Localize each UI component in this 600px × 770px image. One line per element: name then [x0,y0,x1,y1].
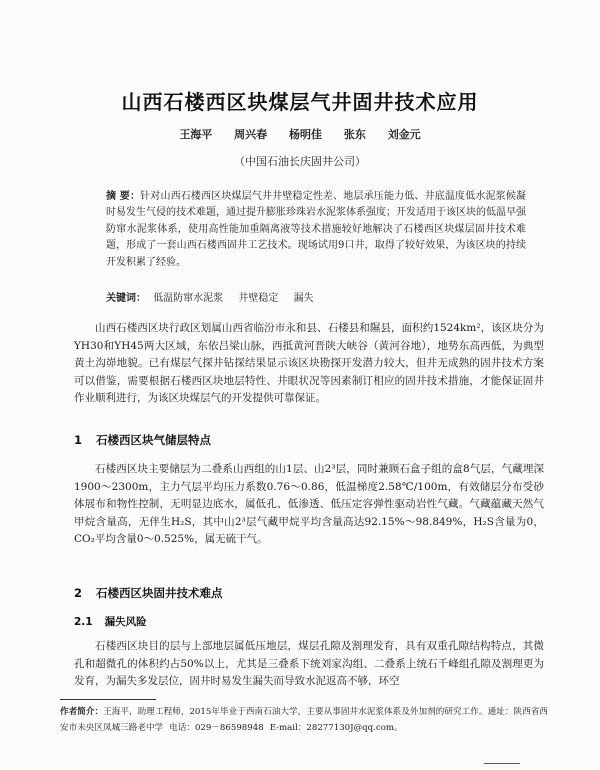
keyword: 漏失 [293,293,314,304]
keyword: 井壁稳定 [238,293,279,304]
section-title: 石楼西区块固井技术难点 [96,586,223,600]
abstract-text: 针对山西石楼西区块煤层气井井壁稳定性差、地层承压能力低、井底温度低水泥浆候凝时易发生气侵的技术难题，通过提升膨胀珍珠岩水泥浆体系强度；开发适用于该区块的低温早强防窜水泥浆体系，使用高性能加重隔离液等技术措施较好地解决了石楼西区块煤层固井技术难题，形成了一套山西石楼西固井工艺技术。现场试用9口井，取得了较好效果，为该区块的持续开发积累了经验。 [106,191,527,268]
email: 28277130J@qq.com。 [306,723,403,733]
author-name: 杨明佳 [289,128,322,141]
keywords-label: 关键词： [106,293,146,304]
footnote [60,704,548,736]
subsection-heading [74,614,147,629]
footnote-label: 作者简介： [60,707,104,717]
subsection-number: 2.1 [74,616,93,628]
section-heading [74,585,223,601]
section-paragraph: 石楼西区块目的层与上部地层属低压地层，煤层孔隙及割理发育，具有双重孔隙结构特点，其微孔和超微孔的体积约占50%以上，尤其是三叠系下统刘家沟组、二叠系上统石千峰组孔隙及割理更为发育，为漏失多发层位，固井时易发生漏失而导致水泥返高不够，环空 [74,640,544,688]
abstract-label: 摘 要： [106,191,141,202]
footnote-author-text: 王海平，助理工程师，2015年毕业于西南石油大学，主要从事固井水泥浆体系及外加剂的研究工作。 [103,707,488,717]
phone-label: 电话： [169,723,195,733]
address-label: 通址： [487,707,514,717]
author-name: 刘金元 [387,128,421,141]
author-name: 王海平 [179,128,213,141]
paper-title: 山西石楼西区块煤层气井固井技术应用 [121,90,479,114]
affiliation: （中国石油长庆固井公司） [234,155,366,168]
section-heading [74,432,211,448]
section-number: 2 [74,586,83,600]
address-text: 陕西省西安市未央区凤城三路老中学 [60,707,548,733]
keyword: 低温防窜水泥浆 [153,293,224,304]
phone: 029－86598948 [194,723,264,733]
keywords [106,289,526,304]
intro-paragraph: 山西石楼西区块行政区划属山西省临汾市永和县、石楼县和隰县，面积约1524km²，该区块分为YH30和YH45两大区域，东依吕梁山脉，西抵黄河晋陕大峡谷（黄河谷地），地势东高西低，为典型黄土沟峁地貌。已有煤层气探井钻探结果显示该区块勘探开发潜力较大，但井无成熟的固井技术方案可以借鉴，需要根据石楼西区块地层特性、井眼状况等因素制订相应的固井技术措施，才能保证固井作业顺利进行，为该区块煤层气的开发提供可靠保证。 [74,322,544,405]
author-name: 张东 [343,128,366,141]
section-title: 石楼西区块气储层特点 [96,433,212,447]
author-list [0,126,600,142]
subsection-title: 漏失风险 [104,616,147,628]
author-name: 周兴春 [234,128,268,141]
page-corner-mark [484,763,520,770]
section-paragraph: 石楼西区块主要储层为二叠系山西组的山1层、山2³层，同时兼顾石盒子组的盒8气层，气藏埋深1900～2300m，主力气层平均压力系数0.76～0.86，低温梯度2.58℃/100m，有效储层分布受砂体展布和物性控制，无明显边底水，属低孔、低渗透、低压定容弹性驱动岩性气藏。气藏蕴藏天然气甲烷含量高，无伴生H₂S，其中山2³层气藏甲烷平均含量高达92.15%～98.849%，H₂S含量为0，CO₂平均含量0～0.525%，属无硫干气。 [74,463,544,546]
abstract [106,189,526,271]
section-number: 1 [74,433,83,447]
email-label: E-mail： [269,723,307,733]
footnote-rule [60,699,156,700]
